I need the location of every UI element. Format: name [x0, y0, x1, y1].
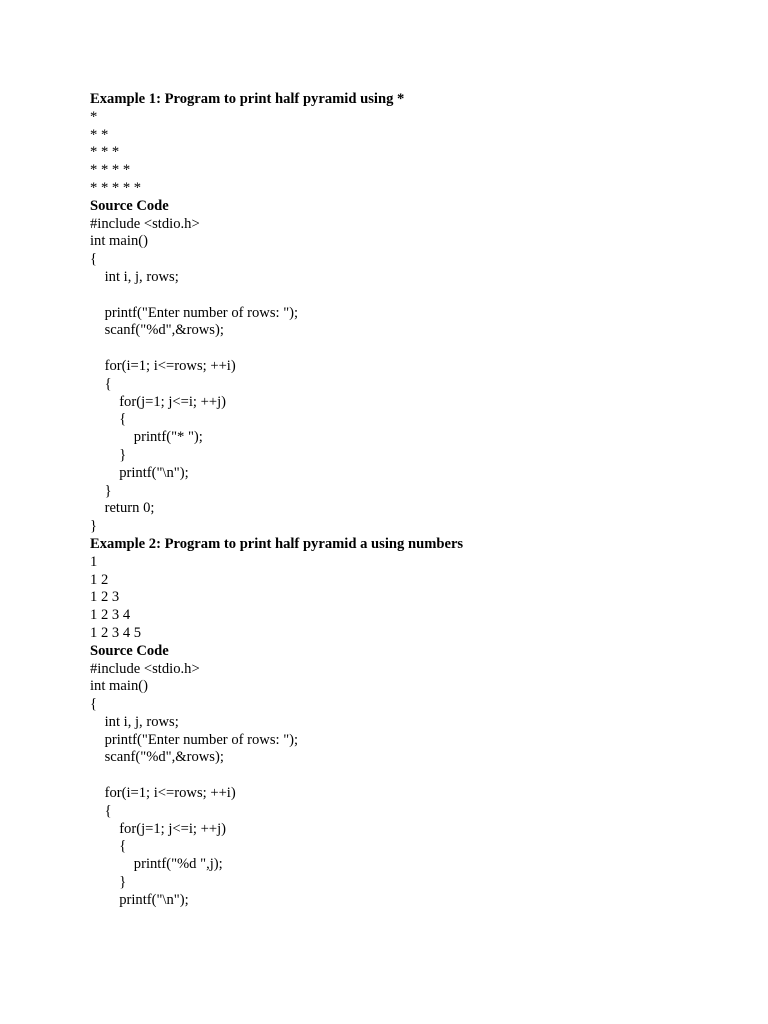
blank-line [90, 287, 730, 305]
text-line: int i, j, rows; [90, 713, 179, 730]
text-line: } [90, 482, 112, 499]
text-line: printf("%d ",j); [90, 856, 223, 873]
section-heading: Source Code [90, 642, 169, 659]
text-line: * [90, 108, 98, 125]
text-line: 1 2 3 [90, 589, 120, 606]
text-line: { [90, 696, 98, 713]
text-line: * * * * * [90, 179, 142, 196]
text-line: printf("\n"); [90, 891, 189, 908]
text-line: for(i=1; i<=rows; ++i) [90, 357, 236, 374]
text-line: scanf("%d",&rows); [90, 322, 224, 339]
text-line: * * * [90, 144, 120, 161]
text-line: { [90, 411, 127, 428]
text-line: printf("* "); [90, 429, 203, 446]
section-heading: Source Code [90, 197, 169, 214]
text-line: printf("Enter number of rows: "); [90, 731, 299, 748]
text-line: } [90, 874, 127, 891]
text-line: int main() [90, 233, 148, 250]
text-line: for(i=1; i<=rows; ++i) [90, 785, 236, 802]
example-heading: Example 1: Program to print half pyramid using * [90, 91, 405, 107]
text-line: * * * * [90, 162, 131, 179]
text-line: 1 2 3 4 5 [90, 624, 142, 641]
text-line: { [90, 251, 98, 268]
text-line: #include <stdio.h> [90, 660, 200, 677]
text-line: for(j=1; j<=i; ++j) [90, 393, 226, 410]
blank-line [90, 767, 730, 785]
text-line: int main() [90, 678, 148, 695]
document-body [90, 91, 730, 910]
text-line: 1 2 3 4 [90, 607, 131, 624]
text-line: * * [90, 126, 109, 143]
text-line: for(j=1; j<=i; ++j) [90, 820, 226, 837]
text-line: { [90, 802, 112, 819]
text-line: printf("Enter number of rows: "); [90, 304, 299, 321]
text-line: { [90, 838, 127, 855]
text-line: 1 2 [90, 571, 109, 588]
text-line: return 0; [90, 500, 155, 517]
text-line: #include <stdio.h> [90, 215, 200, 232]
blank-line [90, 340, 730, 358]
text-line: 1 [90, 553, 98, 570]
text-line: int i, j, rows; [90, 268, 179, 285]
text-line: scanf("%d",&rows); [90, 749, 224, 766]
text-line: } [90, 518, 98, 535]
example-heading: Example 2: Program to print half pyramid a using numbers [90, 535, 464, 552]
text-line: printf("\n"); [90, 464, 189, 481]
text-line: } [90, 446, 127, 463]
text-line: { [90, 375, 112, 392]
